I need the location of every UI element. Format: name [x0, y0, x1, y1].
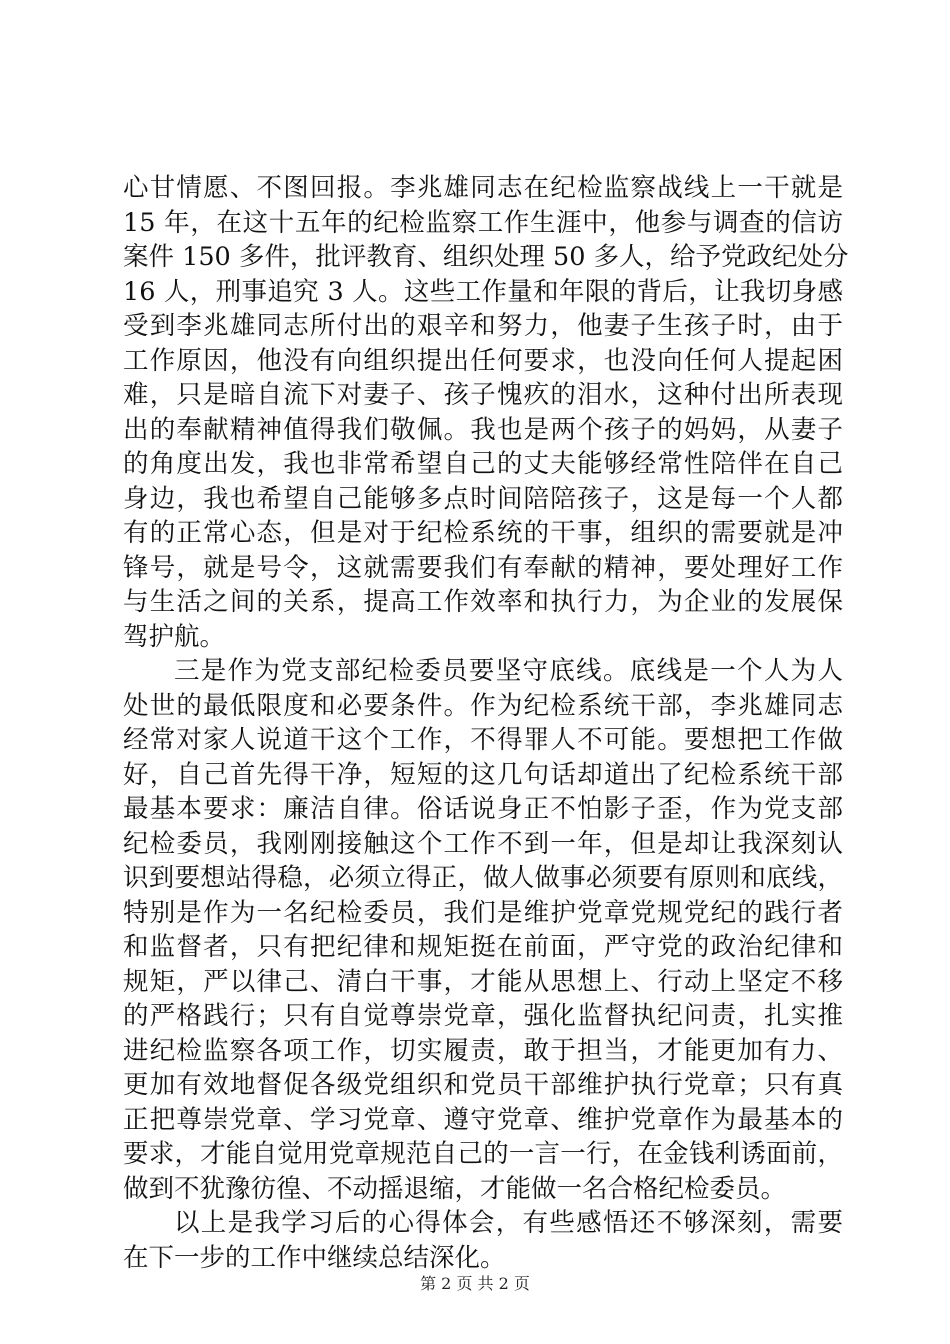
- text-line: 进纪检监察各项工作，切实履责，敢于担当，才能更加有力、: [123, 1035, 843, 1066]
- text-line: 驾护航。: [123, 621, 226, 652]
- text-line: 心甘情愿、不图回报。李兆雄同志在纪检监察战线上一干就是: [123, 173, 843, 203]
- text-line: 处世的最低限度和必要条件。作为纪检系统干部，李兆雄同志: [123, 690, 843, 721]
- text-line: 在下一步的工作中继续总结深化。: [123, 1242, 506, 1273]
- text-line: 受到李兆雄同志所付出的艰辛和努力，他妻子生孩子时，由于: [123, 311, 843, 341]
- document-body: [123, 171, 849, 1275]
- text-line: 的角度出发，我也非常希望自己的丈夫能够经常性陪伴在自己: [123, 449, 843, 479]
- text-line: 和监督者，只有把纪律和规矩挺在前面，严守党的政治纪律和: [123, 932, 843, 962]
- text-line: 特别是作为一名纪检委员，我们是维护党章党规党纪的践行者: [123, 897, 843, 928]
- text-line: 经常对家人说道干这个工作，不得罪人不可能。要想把工作做: [123, 725, 843, 755]
- text-line: 的严格践行；只有自觉尊崇党章，强化监督执纪问责，扎实推: [123, 1001, 843, 1031]
- text-line: 做到不犹豫彷徨、不动摇退缩，才能做一名合格纪检委员。: [123, 1173, 787, 1204]
- text-line: 要求，才能自觉用党章规范自己的一言一行，在金钱利诱面前，: [123, 1139, 843, 1169]
- page-number-footer: 第 2 页 共 2 页: [420, 1274, 530, 1293]
- text-line: 好，自己首先得干净，短短的这几句话却道出了纪检系统干部: [123, 759, 843, 790]
- text-line: 锋号，就是号令，这就需要我们有奉献的精神，要处理好工作: [123, 552, 843, 583]
- text-line: 出的奉献精神值得我们敬佩。我也是两个孩子的妈妈，从妻子: [123, 414, 843, 445]
- text-line: 规矩，严以律己、清白干事，才能从思想上、行动上坚定不移: [123, 966, 843, 997]
- text-line: 识到要想站得稳，必须立得正，做人做事必须要有原则和底线，: [123, 863, 843, 893]
- text-line: 身边，我也希望自己能够多点时间陪陪孩子，这是每一个人都: [123, 483, 843, 514]
- text-line: 更加有效地督促各级党组织和党员干部维护执行党章；只有真: [123, 1070, 843, 1100]
- text-line: 难，只是暗自流下对妻子、孩子愧疚的泪水，这种付出所表现: [123, 380, 843, 410]
- text-line: 与生活之间的关系，提高工作效率和执行力，为企业的发展保: [123, 587, 843, 617]
- text-line: 15 年，在这十五年的纪检监察工作生涯中，他参与调查的信访: [123, 207, 843, 238]
- paragraph-first-line: 三是作为党支部纪检委员要坚守底线。底线是一个人为人: [174, 656, 843, 686]
- text-line: 16 人，刑事追究 3 人。这些工作量和年限的背后，让我切身感: [123, 276, 843, 307]
- text-line: 最基本要求：廉洁自律。俗话说身正不怕影子歪，作为党支部: [123, 794, 843, 824]
- paragraph-first-line: 以上是我学习后的心得体会，有些感悟还不够深刻，需要: [174, 1208, 843, 1238]
- text-line: 正把尊崇党章、学习党章、遵守党章、维护党章作为最基本的: [123, 1104, 843, 1135]
- text-line: 有的正常心态，但是对于纪检系统的干事，组织的需要就是冲: [123, 518, 843, 548]
- text-line: 工作原因，他没有向组织提出任何要求，也没向任何人提起困: [123, 345, 843, 376]
- text-line: 纪检委员，我刚刚接触这个工作不到一年，但是却让我深刻认: [123, 828, 843, 859]
- text-line: 案件 150 多件，批评教育、组织处理 50 多人，给予党政纪处分: [123, 242, 849, 272]
